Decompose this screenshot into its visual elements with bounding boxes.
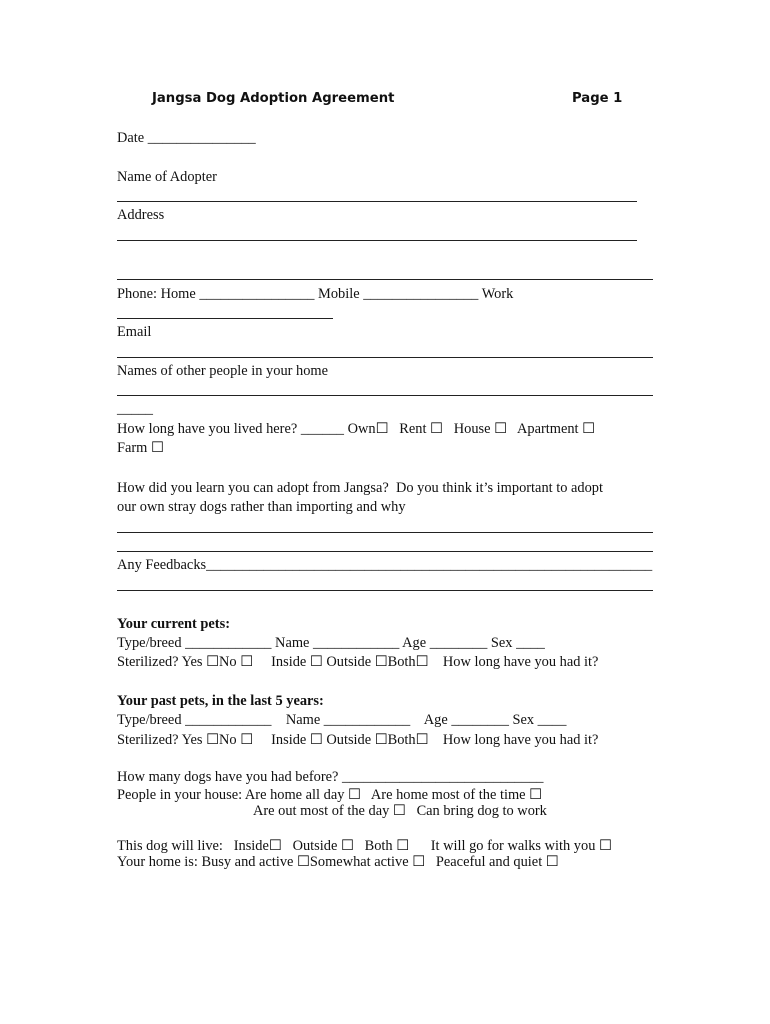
name-of-adopter-label: Name of Adopter [117,169,217,185]
work-phone-line[interactable] [117,318,333,319]
address-line-1[interactable] [117,240,637,241]
other-people-line[interactable] [117,395,653,396]
address-label: Address [117,207,165,223]
people-in-house-row-2[interactable]: Are out most of the day ☐ Can bring dog to work [253,803,547,819]
phone-fields[interactable]: Phone: Home ________________ Mobile ________________ Work [117,286,514,302]
past-pets-type-row[interactable]: Type/breed ____________ Name ____________ Age ________ Sex ____ [117,712,567,728]
home-is-row[interactable]: Your home is: Busy and active ☐Somewhat active ☐ Peaceful and quiet ☐ [117,854,559,870]
name-of-adopter-line[interactable] [117,201,637,202]
learn-question-line-1: How did you learn you can adopt from Jangsa? Do you think it’s important to adopt [117,480,603,496]
learn-answer-line-1[interactable] [117,532,653,533]
address-line-2[interactable] [117,279,653,280]
feedbacks-line-2[interactable] [117,590,653,591]
farm-checkbox[interactable]: Farm ☐ [117,440,164,456]
current-pets-sterilized-row[interactable]: Sterilized? Yes ☐No ☐ Inside ☐ Outside ☐Both☐ How long have you had it? [117,654,599,670]
date-field[interactable]: Date _______________ [117,130,256,146]
residence-question[interactable]: How long have you lived here? ______ Own☐ Rent ☐ House ☐ Apartment ☐ [117,421,596,437]
people-in-house-row-1[interactable]: People in your house: Are home all day ☐ Are home most of the time ☐ [117,787,543,803]
email-label: Email [117,324,152,340]
other-people-label: Names of other people in your home [117,363,329,379]
dog-will-live-row[interactable]: This dog will live: Inside☐ Outside ☐ Both ☐ It will go for walks with you ☐ [117,838,612,854]
page-number: Page 1 [572,91,623,106]
email-line[interactable] [117,357,653,358]
past-pets-heading: Your past pets, in the last 5 years: [117,693,324,709]
form-title: Jangsa Dog Adoption Agreement [152,91,395,106]
feedbacks-field[interactable]: Any Feedbacks______________________________________________________________ [117,557,653,573]
learn-question-line-2: our own stray dogs rather than importing and why [117,499,406,515]
current-pets-type-row[interactable]: Type/breed ____________ Name ____________ Age ________ Sex ____ [117,635,545,651]
past-pets-sterilized-row[interactable]: Sterilized? Yes ☐No ☐ Inside ☐ Outside ☐Both☐ How long have you had it? [117,732,599,748]
current-pets-heading: Your current pets: [117,616,230,632]
learn-answer-line-2[interactable] [117,551,653,552]
other-people-line-tail[interactable]: _____ [117,401,153,417]
dogs-before-field[interactable]: How many dogs have you had before? ____________________________ [117,769,544,785]
